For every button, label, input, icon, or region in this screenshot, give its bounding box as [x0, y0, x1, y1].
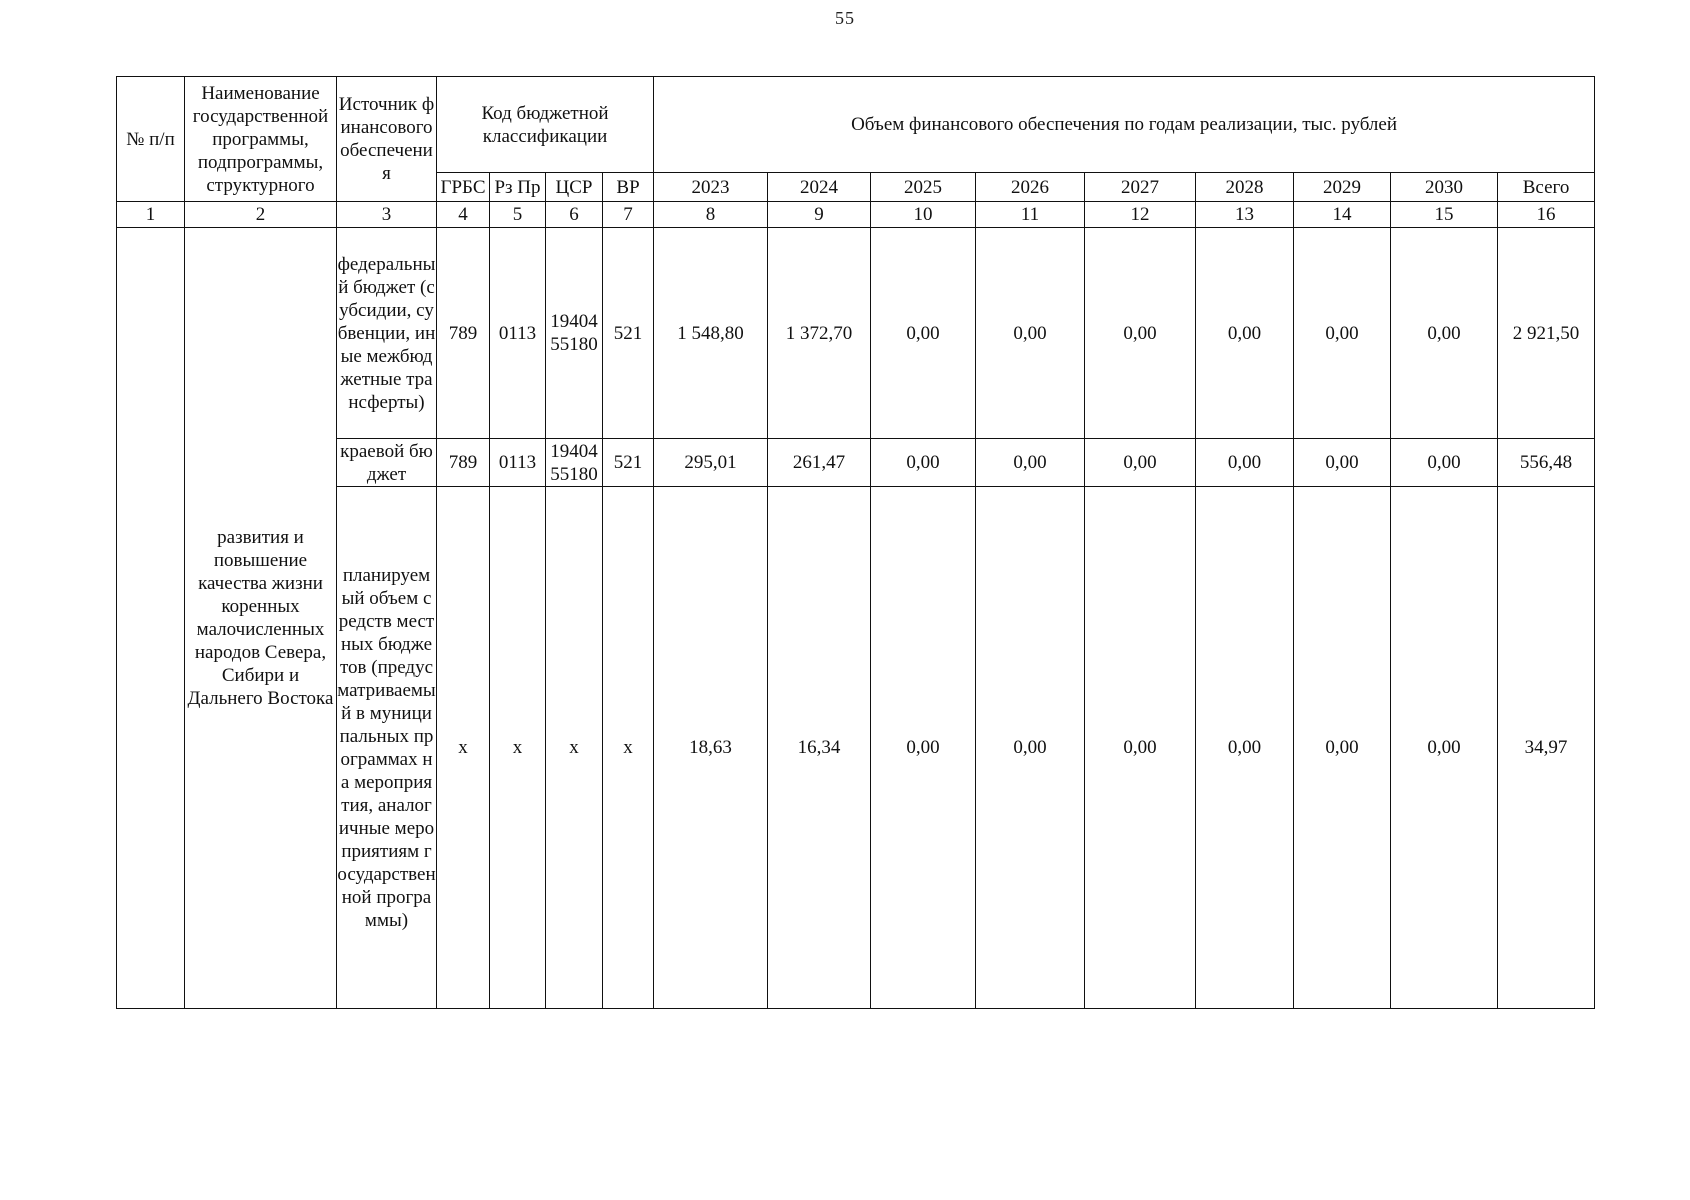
- csr-cell: 19404 55180: [546, 228, 603, 439]
- index-cell: 12: [1085, 202, 1196, 228]
- rzpr-cell: 0113: [490, 228, 546, 439]
- header-program-name: Наименование государственной программы, подпрограммы, структурного: [185, 77, 337, 202]
- header-year-2027: 2027: [1085, 173, 1196, 202]
- value-2028: 0,00: [1196, 439, 1294, 487]
- header-year-2029: 2029: [1294, 173, 1391, 202]
- index-cell: 16: [1498, 202, 1595, 228]
- header-year-2025: 2025: [871, 173, 976, 202]
- table-row-regional: [117, 439, 1595, 487]
- header-year-2024: 2024: [768, 173, 871, 202]
- value-total: 556,48: [1498, 439, 1595, 487]
- vr-cell: x: [603, 487, 654, 1009]
- index-cell: 15: [1391, 202, 1498, 228]
- value-2029: 0,00: [1294, 439, 1391, 487]
- funding-source-local: планируемый объем средств местных бюджетов (предусматриваемый в муниципальных программах на мероприятия, аналогичные мероприятиям государственной программы): [337, 487, 437, 1009]
- csr-cell: 19404 55180: [546, 439, 603, 487]
- value-2028: 0,00: [1196, 228, 1294, 439]
- value-2026: 0,00: [976, 228, 1085, 439]
- header-year-2030: 2030: [1391, 173, 1498, 202]
- value-2023: 18,63: [654, 487, 768, 1009]
- vr-cell: 521: [603, 228, 654, 439]
- index-cell: 6: [546, 202, 603, 228]
- index-cell: 9: [768, 202, 871, 228]
- grbs-cell: 789: [437, 439, 490, 487]
- value-2030: 0,00: [1391, 487, 1498, 1009]
- value-total: 34,97: [1498, 487, 1595, 1009]
- program-name-cell: развития и повышение качества жизни коренных малочисленных народов Севера, Сибири и Дальнего Востока: [185, 228, 337, 1009]
- grbs-cell: x: [437, 487, 490, 1009]
- value-2024: 261,47: [768, 439, 871, 487]
- rzpr-cell: x: [490, 487, 546, 1009]
- budget-table: [116, 76, 1595, 1009]
- header-row-top: [117, 77, 1595, 173]
- value-2024: 16,34: [768, 487, 871, 1009]
- table-row-local: [117, 487, 1595, 1009]
- header-num: № п/п: [117, 77, 185, 202]
- index-cell: 2: [185, 202, 337, 228]
- value-2027: 0,00: [1085, 487, 1196, 1009]
- header-funding-volume: Объем финансового обеспечения по годам реализации, тыс. рублей: [654, 77, 1595, 173]
- index-cell: 10: [871, 202, 976, 228]
- value-2026: 0,00: [976, 487, 1085, 1009]
- header-rzpr: Рз Пр: [490, 173, 546, 202]
- index-cell: 13: [1196, 202, 1294, 228]
- row-number: [117, 228, 185, 1009]
- value-2023: 295,01: [654, 439, 768, 487]
- table-row-federal: [117, 228, 1595, 439]
- index-cell: 14: [1294, 202, 1391, 228]
- index-cell: 8: [654, 202, 768, 228]
- index-cell: 5: [490, 202, 546, 228]
- value-2029: 0,00: [1294, 487, 1391, 1009]
- header-year-2023: 2023: [654, 173, 768, 202]
- header-csr: ЦСР: [546, 173, 603, 202]
- header-grbs: ГРБС: [437, 173, 490, 202]
- header-year-2028: 2028: [1196, 173, 1294, 202]
- csr-cell: x: [546, 487, 603, 1009]
- value-2025: 0,00: [871, 439, 976, 487]
- value-2026: 0,00: [976, 439, 1085, 487]
- value-2027: 0,00: [1085, 228, 1196, 439]
- grbs-cell: 789: [437, 228, 490, 439]
- value-2025: 0,00: [871, 487, 976, 1009]
- index-cell: 4: [437, 202, 490, 228]
- header-funding-source: Источник финансового обеспечения: [337, 77, 437, 202]
- value-2027: 0,00: [1085, 439, 1196, 487]
- rzpr-cell: 0113: [490, 439, 546, 487]
- index-cell: 1: [117, 202, 185, 228]
- header-total: Всего: [1498, 173, 1595, 202]
- value-2030: 0,00: [1391, 439, 1498, 487]
- funding-source-federal: федеральный бюджет (субсидии, субвенции, иные межбюджетные трансферты): [337, 228, 437, 439]
- vr-cell: 521: [603, 439, 654, 487]
- header-budget-code: Код бюджетной классификации: [437, 77, 654, 173]
- index-cell: 3: [337, 202, 437, 228]
- header-year-2026: 2026: [976, 173, 1085, 202]
- value-total: 2 921,50: [1498, 228, 1595, 439]
- value-2025: 0,00: [871, 228, 976, 439]
- value-2028: 0,00: [1196, 487, 1294, 1009]
- value-2029: 0,00: [1294, 228, 1391, 439]
- index-row: [117, 202, 1595, 228]
- header-vr: ВР: [603, 173, 654, 202]
- value-2023: 1 548,80: [654, 228, 768, 439]
- index-cell: 7: [603, 202, 654, 228]
- page-number: 55: [835, 8, 855, 28]
- index-cell: 11: [976, 202, 1085, 228]
- value-2030: 0,00: [1391, 228, 1498, 439]
- funding-source-regional: краевой бюджет: [337, 439, 437, 487]
- value-2024: 1 372,70: [768, 228, 871, 439]
